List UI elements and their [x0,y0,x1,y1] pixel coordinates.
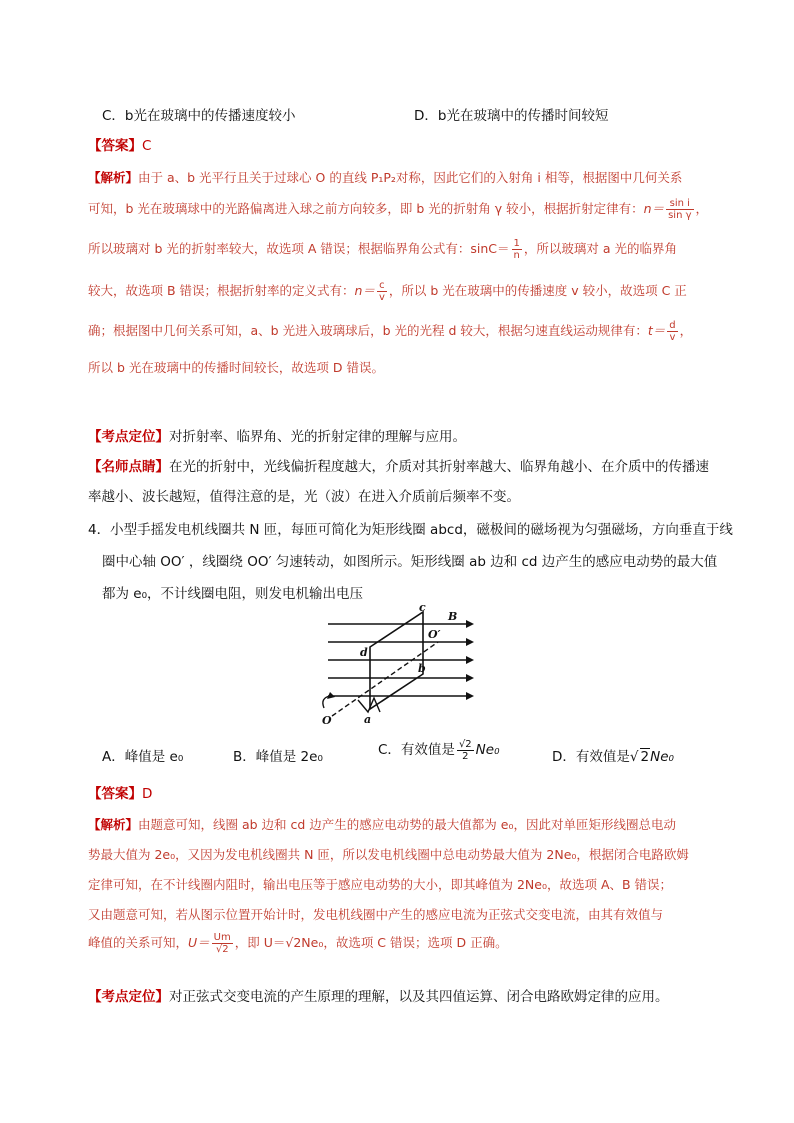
teacher-tip-text: 在光的折射中，光线偏折程度越大，介质对其折射率越大、临界角越小、在介质中的传播速 [169,459,709,475]
option-b: B．峰值是 2e₀ [233,749,323,765]
fraction-numerator: d [669,320,676,331]
teacher-tip-tag: 【名师点睛】 [88,459,169,475]
formula-n: n＝ [354,283,375,298]
analysis-text: ，所以 b 光在玻璃中的传播速度 v 较小，故选项 C 正 [388,283,687,298]
answer-2 [88,782,152,802]
analysis-text: 由于 a、b 光平行且关于过球心 O 的直线 P₁P₂对称，因此它们的入射角 i 相等，根据图中几何关系 [138,170,683,185]
answer-value: C [142,138,152,154]
question-4-line-1: 4．小型手摇发电机线圈共 N 匝，每匝可简化为矩形线圈 abcd，磁极间的磁场视为匀强磁场，方向垂直于线 [88,522,733,538]
formula-u: U＝ [188,935,210,950]
fraction-numerator: √2 [458,738,472,750]
exam-point-text: 对正弦式交变电流的产生原理的理解，以及其四值运算、闭合电路欧姆定律的应用。 [169,989,669,1005]
analysis-2-line-5 [88,932,508,955]
analysis-2-line-4: 又由题意可知，若从图示位置开始计时，发电机线圈中产生的感应电流为正弦式交变电流，由其有效值与 [88,907,664,922]
label-b: b [418,662,426,675]
analysis-2-line-1 [88,815,676,833]
field-arrowhead [466,620,474,628]
analysis-1-line-6: 所以 b 光在玻璃中的传播时间较长，故选项 D 错误。 [88,360,384,375]
option-c-q4 [378,738,500,762]
option-d-label: D．有效值是 [552,749,630,765]
analysis-text: 确；根据图中几何关系可知，a、b 光进入玻璃球后，b 光的光程 d 较大，根据匀速直线运动规律有： [88,323,648,338]
label-O: O [322,714,332,724]
fraction-denominator: sin γ [668,210,692,221]
analysis-2-line-3: 定律可知，在不计线圈内阻时，输出电压等于感应电动势的大小，即其峰值为 2Ne₀，故选项 A、B 错误； [88,877,673,892]
analysis-text: 峰值的关系可知， [88,935,189,950]
option-a: A．峰值是 e₀ [102,749,184,765]
answer-tag: 【答案】 [88,786,142,802]
analysis-1-line-4 [88,280,687,303]
analysis-text: ，所以玻璃对 a 光的临界角 [523,241,678,256]
formula-sinc: sinC＝ [470,241,510,256]
label-d: d [360,646,368,659]
option-d-q4: D．有效值是√ 2Ne₀ [552,749,674,765]
field-arrowhead [466,638,474,646]
option-c-term: Ne₀ [475,742,500,758]
question-4-line-3: 都为 e₀，不计线圈电阻，则发电机输出电压 [102,586,364,602]
label-B: B [448,610,458,623]
question-4-line-2: 圈中心轴 OO′ ，线圈绕 OO′ 匀速转动，如图所示。矩形线圈 ab 边和 cd 边产生的感应电动势的最大值 [102,554,718,570]
axis-oo [332,642,438,716]
label-O-prime: O′ [428,628,441,641]
formula-n: n＝ [643,201,665,216]
fraction-denominator: n [513,250,520,261]
punct: ， [679,323,693,338]
option-c: C．b光在玻璃中的传播速度较小 [102,108,296,124]
analysis-1-line-2 [88,198,708,221]
fraction [666,198,693,221]
fraction [667,320,677,343]
option-d: D．b光在玻璃中的传播时间较短 [414,108,609,124]
fraction-numerator: c [377,280,387,292]
option-d-term: Ne₀ [650,749,674,765]
field-arrowhead [466,656,474,664]
sqrt-radicand: 2 [640,749,650,765]
fraction [377,280,387,303]
analysis-1-line-3 [88,238,677,261]
analysis-text: ，即 U＝√2Ne₀，故选项 C 错误；选项 D 正确。 [234,935,508,950]
exam-point-text: 对折射率、临界角、光的折射定律的理解与应用。 [169,429,466,445]
field-arrowhead [466,692,474,700]
field-arrowhead [466,674,474,682]
formula-t: t＝ [647,323,666,338]
analysis-tag: 【解析】 [88,170,139,185]
answer-1 [88,134,151,154]
option-c-label: C．有效值是 [378,742,455,758]
label-a: a [364,713,372,724]
teacher-tip-line-1 [88,455,709,475]
fraction-denominator: v [378,292,385,303]
punct: ， [695,201,709,216]
fraction-numerator: 1 [513,238,520,249]
label-c: c [419,604,426,614]
fraction [212,932,233,955]
teacher-tip-line-2: 率越小、波长越短，值得注意的是，光（波）在进入介质前后频率不变。 [88,489,520,505]
exam-point-2 [88,985,669,1005]
fraction-denominator: 2 [462,750,469,762]
analysis-text: 可知，b 光在玻璃球中的光路偏离进入球之前方向较多，即 b 光的折射角 γ 较小，根据折射定律有： [88,201,644,216]
analysis-1-line-1 [88,168,682,186]
generator-coil-figure [318,604,488,724]
analysis-2-line-2: 势最大值为 2e₀，又因为发电机线圈共 N 匝，所以发电机线圈中总电动势最大值为 2Ne₀，根据闭合电路欧姆 [88,847,689,862]
fraction-denominator: v [669,332,676,343]
answer-value: D [142,786,153,802]
fraction-denominator: √2 [215,944,229,955]
exam-point-tag: 【考点定位】 [88,989,169,1005]
answer-tag: 【答案】 [88,138,142,154]
analysis-text: 由题意可知，线圈 ab 边和 cd 边产生的感应电动势的最大值都为 e₀，因此对单匝矩形线圈总电动 [138,817,676,832]
analysis-1-line-5 [88,320,692,343]
exam-point-1 [88,425,466,445]
fraction-numerator: Um [213,932,231,943]
fraction [457,739,474,762]
exam-point-tag: 【考点定位】 [88,429,169,445]
analysis-text: 较大，故选项 B 错误；根据折射率的定义式有： [88,283,355,298]
analysis-tag: 【解析】 [88,817,139,832]
analysis-text: 所以玻璃对 b 光的折射率较大，故选项 A 错误；根据临界角公式有： [88,241,471,256]
fraction-numerator: sin i [666,198,693,210]
lead-wire [358,698,380,712]
fraction [512,238,522,261]
